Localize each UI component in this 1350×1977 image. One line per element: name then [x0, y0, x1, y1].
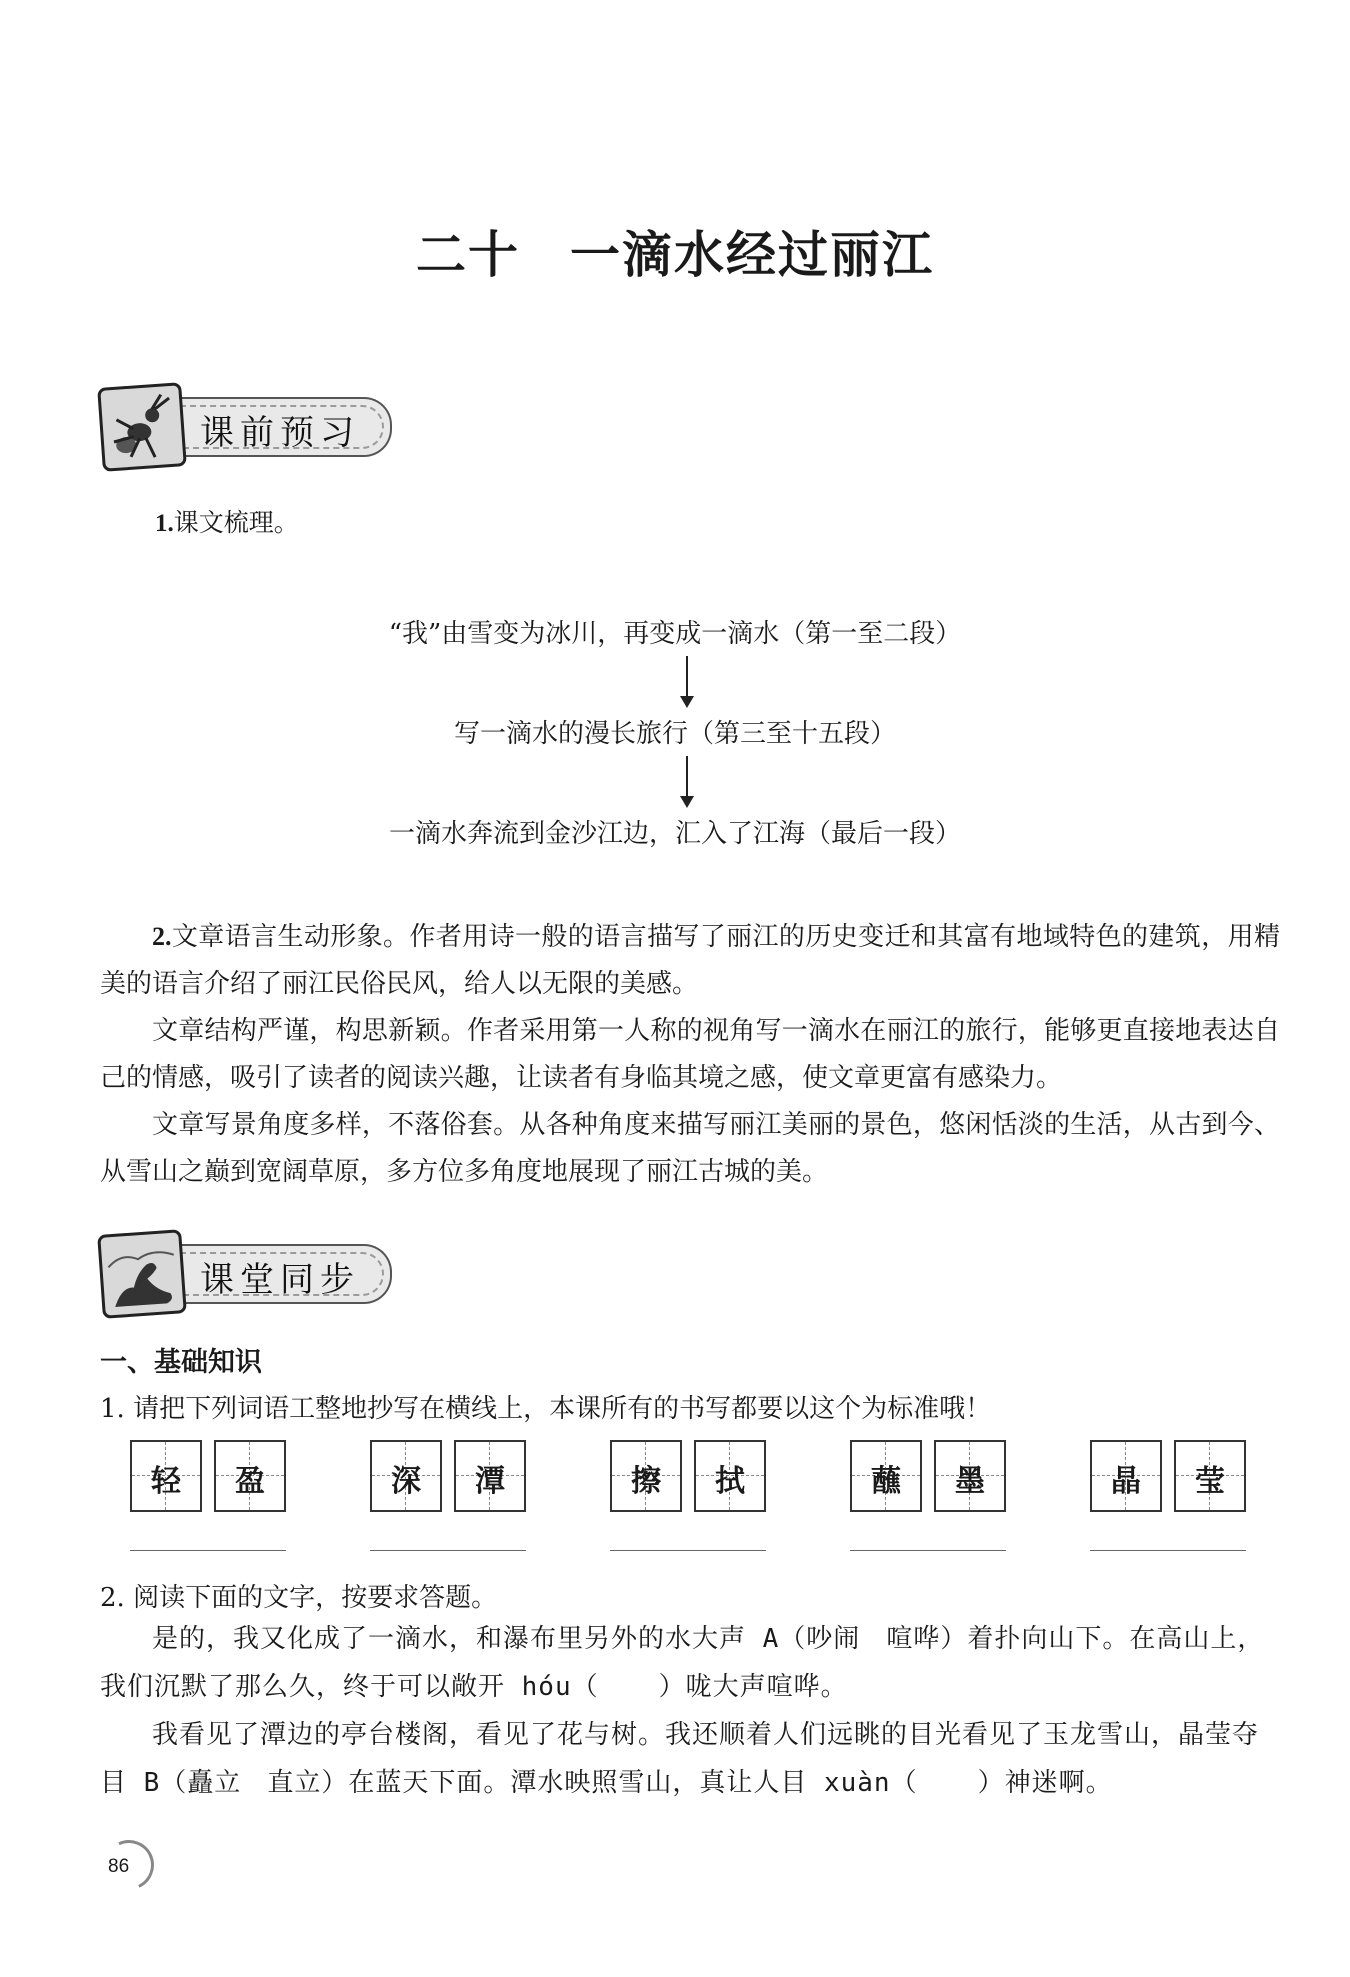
flow-step-2: 写一滴水的漫长旅行（第三至十五段）: [453, 719, 896, 749]
q2-paragraph-1: [100, 913, 1280, 1008]
ex2-heading: 2. 阅读下面的文字，按要求答题。: [100, 1583, 498, 1613]
grid-cell: [1090, 1440, 1162, 1512]
passage-text: ）神迷啊。: [977, 1768, 1113, 1798]
q1: [155, 503, 299, 539]
passage-text: 直立）在蓝天下面。潭水映照雪山，真让人目 xuàn（: [267, 1768, 918, 1798]
grid-cell: [694, 1440, 766, 1512]
flow-arrow-2: [686, 756, 688, 806]
grid-char: 墨: [955, 1464, 985, 1499]
lesson-name: 一滴水经过丽江: [570, 225, 934, 284]
ex1-instruction: 1. 请把下列词语工整地抄写在横线上，本课所有的书写都要以这个为标准哦！: [100, 1394, 992, 1424]
section-label: 课前预习: [200, 413, 360, 453]
write-line[interactable]: [1090, 1550, 1246, 1551]
q1-text: 课文梳理。: [173, 508, 299, 537]
page-number-text: 86: [108, 1856, 130, 1877]
passage-paragraph-2: [100, 1711, 1280, 1807]
grid-cell: [934, 1440, 1006, 1512]
write-line[interactable]: [610, 1550, 766, 1551]
passage-text: 是的，我又化成了一滴水，和瀑布里另外的水大声 A（吵闹: [152, 1624, 861, 1654]
q1-number: 1.: [155, 510, 174, 537]
lesson-number: 二十: [416, 225, 520, 284]
grid-char: 深: [391, 1464, 421, 1499]
grid-char: 蘸: [871, 1464, 901, 1499]
write-line[interactable]: [130, 1550, 286, 1551]
grid-char: 拭: [715, 1464, 745, 1499]
passage-text: 喧哗）着扑向山下。在高山上，我们沉默了那么久，终于可以敞开 hóu（: [100, 1624, 1265, 1702]
grid-cell: [214, 1440, 286, 1512]
grid-char: 晶: [1111, 1464, 1141, 1499]
grid-char: 轻: [151, 1464, 181, 1499]
grid-cell: [454, 1440, 526, 1512]
section-label: 课堂同步: [200, 1260, 360, 1300]
dinosaur-icon: [97, 1229, 187, 1319]
flow-arrow-1: [686, 656, 688, 706]
grid-char: 潭: [475, 1464, 505, 1499]
passage-text: ）咙大声喧哗。: [658, 1672, 848, 1702]
q2-block: [100, 913, 1280, 1196]
grid-char: 擦: [631, 1464, 661, 1499]
grid-cell: [850, 1440, 922, 1512]
section-badge-class: [100, 1232, 400, 1322]
page-number: [100, 1840, 148, 1888]
reading-passage: [100, 1615, 1280, 1807]
write-line[interactable]: [370, 1550, 526, 1551]
part1-heading: 一、基础知识: [100, 1347, 262, 1378]
grid-cell: [370, 1440, 442, 1512]
section-badge-preview: [100, 385, 400, 475]
grid-cell: [610, 1440, 682, 1512]
flow-step-3: 一滴水奔流到金沙江边，汇入了江海（最后一段）: [388, 819, 961, 849]
q2-paragraph-2: 文章结构严谨，构思新颖。作者采用第一人称的视角写一滴水在丽江的旅行，能够更直接地表达自己的情感，吸引了读者的阅读兴趣，让读者有身临其境之感，使文章更富有感染力。: [100, 1016, 1280, 1093]
grid-cell: [130, 1440, 202, 1512]
ant-icon: [97, 382, 187, 472]
lesson-title: [0, 215, 1350, 287]
passage-text: 我看见了潭边的亭台楼阁，看见了花与树。我还顺着人们远眺的目光看见了玉龙雪山，晶莹夺目 B（矗立: [100, 1720, 1260, 1798]
grid-char: 莹: [1195, 1464, 1225, 1499]
write-line[interactable]: [850, 1550, 1006, 1551]
q2-paragraph-3: 文章写景角度多样，不落俗套。从各种角度来描写丽江美丽的景色，悠闲恬淡的生活，从古到今、从雪山之巅到宽阔草原，多方位多角度地展现了丽江古城的美。: [100, 1110, 1280, 1187]
grid-cell: [1174, 1440, 1246, 1512]
passage-paragraph-1: [100, 1615, 1280, 1711]
grid-char: 盈: [235, 1464, 265, 1499]
q2-paragraph-1-text: 文章语言生动形象。作者用诗一般的语言描写了丽江的历史变迁和其富有地域特色的建筑，用精美的语言介绍了丽江民俗民风，给人以无限的美感。: [100, 922, 1280, 999]
q2-number: 2.: [152, 922, 172, 951]
flow-step-1: “我”由雪变为冰川，再变成一滴水（第一至二段）: [388, 619, 962, 649]
